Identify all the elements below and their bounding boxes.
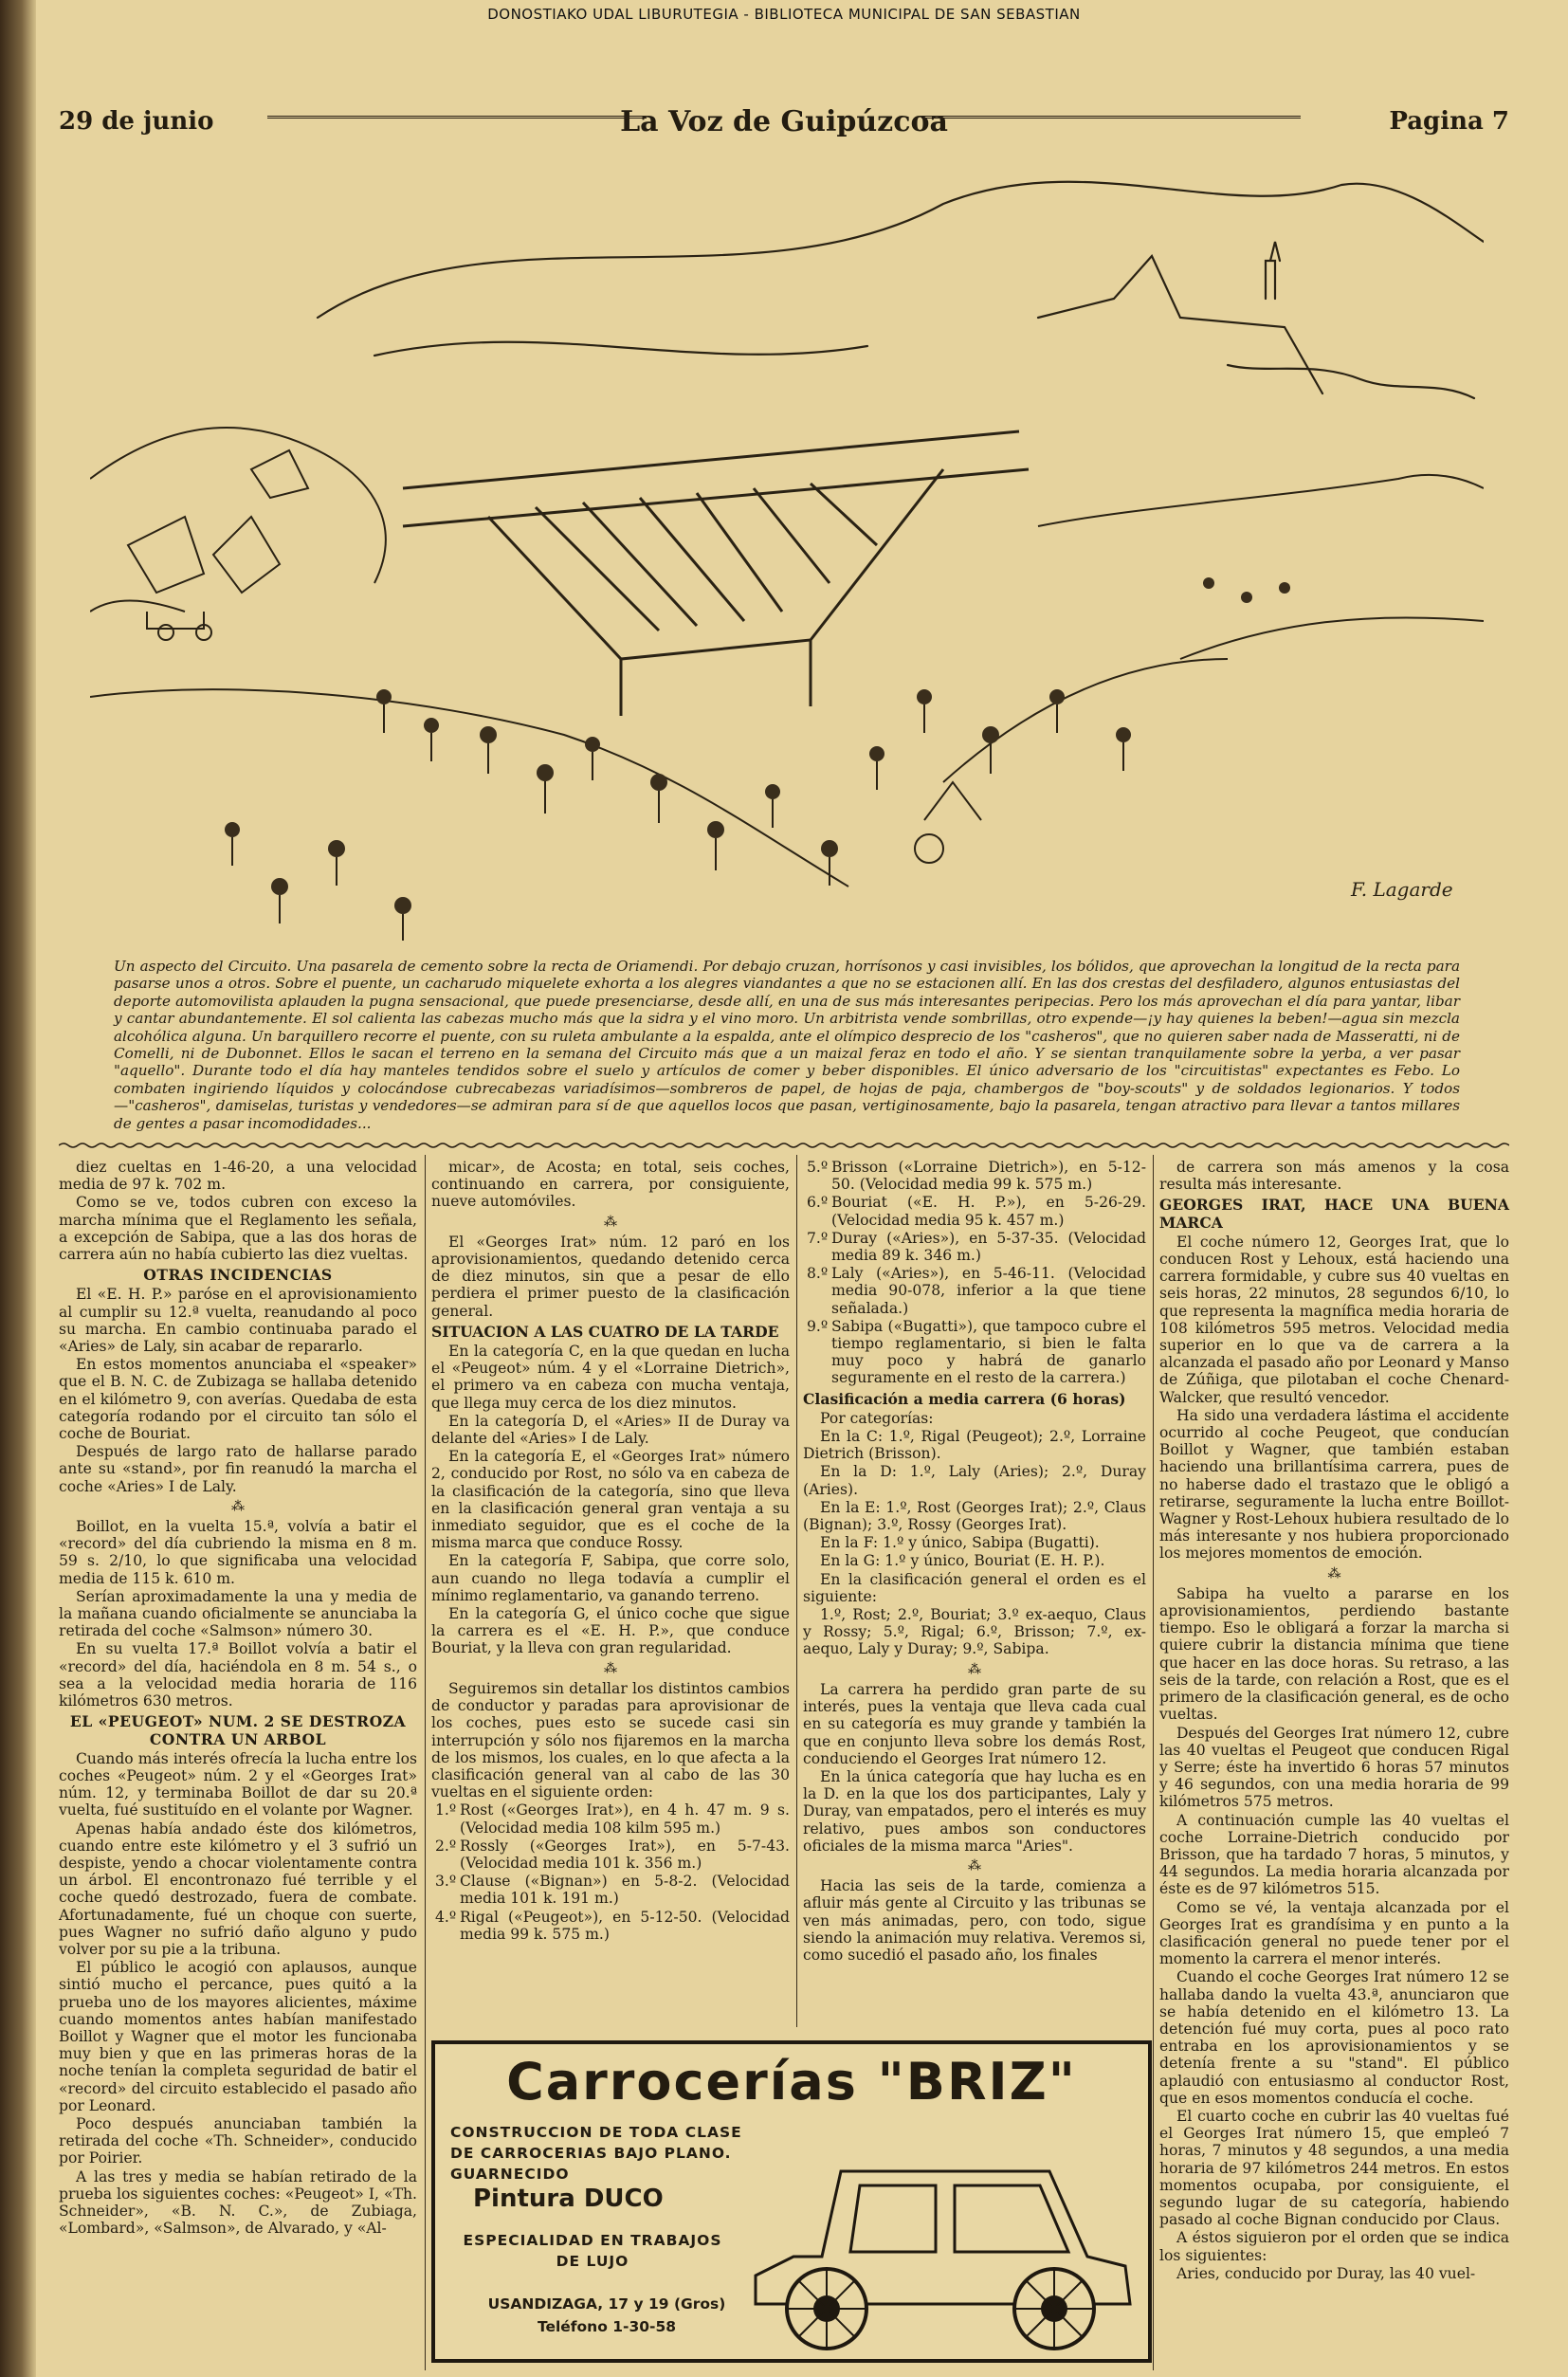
- article-paragraph: En la única categoría que hay lucha es en la D. en la que los dos participantes, Laly y Duray, van empatados, pero el interés es muy relativo, pues ambos son conductores oficiales de la misma marca "Aries".: [803, 1767, 1146, 1855]
- article-paragraph: micar», de Acosta; en total, seis coches, continuando en carrera, por consiguiente, nueve automóviles.: [431, 1159, 790, 1211]
- article-paragraph: En la categoría C, en la que quedan en lucha el «Peugeot» núm. 4 y el «Lorraine Dietrich», el primero va en cabeza con mucha ventaja, que llega muy cerca de los diez minutos.: [431, 1343, 790, 1412]
- masthead-rule-left: [267, 116, 647, 119]
- asterism-separator: ⁂: [968, 1661, 981, 1677]
- article-paragraph: En la clasificación general el orden es el siguiente:: [803, 1570, 1146, 1605]
- entry-rank: 3.º: [435, 1873, 457, 1891]
- ad-address: USANDIZAGA, 17 y 19 (Gros): [487, 2295, 726, 2313]
- article-paragraph: Después del Georges Irat número 12, cubre las 40 vueltas el Peugeot que conducen Rigal y Serre; éste ha invertido 6 horas 57 minutos y 46 segundos, con una media horaria de 99 kilómetros 575 metros.: [1159, 1724, 1509, 1811]
- article-paragraph: Poco después anunciaban también la retirada del coche «Th. Schneider», conducido por Poirier.: [59, 2114, 417, 2167]
- article-paragraph: A las tres y media se habían retirado de la prueba los siguientes coches: «Peugeot» I, «Th. Schneider», «B. N. C.», de Zubiaga, «Lombard», «Salmson», de Alvarado, y «Al-: [59, 2167, 417, 2238]
- column-rule-2: [796, 1155, 797, 2027]
- entry-text: Laly («Aries»), en 5-46-11. (Velocidad media 90-078, inferior a la que tiene señalada.): [831, 1265, 1146, 1317]
- column-rule-3: [1153, 1155, 1154, 2370]
- entry-text: Clause («Bignan») en 5-8-2. (Velocidad media 101 k. 191 m.): [460, 1873, 790, 1908]
- entry-text: Bouriat («E. H. P.»), en 5-26-29. (Velocidad media 95 k. 457 m.): [831, 1194, 1146, 1229]
- article-paragraph: Cuando más interés ofrecía la lucha entre los coches «Peugeot» núm. 2 y el «Georges Irat» núm. 12, y terminaba Boillot de dar su 20.ª vuelta, fué sustituído en el volante por Wagner.: [59, 1749, 417, 1819]
- article-paragraph: El coche número 12, Georges Irat, que lo conducen Rost y Lehoux, está haciendo una carrera formidable, y cubre sus 40 vueltas en seis horas, 22 minutos, 28 segundos 6/10, lo que representa la magnífica media horaria de 108 kilómetros 595 metros. Velocidad media superior en lo que va de carrera a la alcanzada el pasado año por Leonard y Manso de Zúñiga, que pilotaban el coche Chenard-Walcker, que resultó vencedor.: [1159, 1233, 1509, 1406]
- classification-entry: [803, 1265, 1146, 1317]
- ad-phone: Teléfono 1-30-58: [537, 2318, 677, 2335]
- article-paragraph: En estos momentos anunciaba el «speaker» que el B. N. C. de Zubizaga se hallaba detenido en el kilómetro 9, con averías. Quedaba de esta categoría rodando por el circuito tan sólo el coche de Bouriat.: [59, 1356, 417, 1443]
- article-paragraph: En la F: 1.º y único, Sabipa (Bugatti).: [820, 1534, 1100, 1552]
- article-paragraph: A continuación cumple las 40 vueltas el coche Lorraine-Dietrich conducido por Brisson, que ha tardado 7 horas, 5 minutos, y 44 segundos. La media horaria alcanzada por éste es de 97 kilómetros 515.: [1159, 1811, 1509, 1898]
- article-paragraph: A éstos siguieron por el orden que se indica los siguientes:: [1159, 2229, 1509, 2264]
- classification-entry: [431, 1801, 790, 1836]
- article-paragraph: 1.º, Rost; 2.º, Bouriat; 3.º ex-aequo, Claus y Rossy; 5.º, Rigal; 6.º, Brisson; 7.º, ex-aequo, Laly y Duray; 9.º, Sabipa.: [803, 1606, 1146, 1658]
- article-paragraph: Por categorías:: [820, 1409, 934, 1427]
- article-paragraph: En la E: 1.º, Rost (Georges Irat); 2.º, Claus (Bignan); 3.º, Rossy (Georges Irat).: [803, 1498, 1146, 1534]
- ad-construction-line: CONSTRUCCION DE TODA CLASE DE CARROCERIAS BAJO PLANO. GUARNECIDO: [450, 2124, 742, 2183]
- article-paragraph: El cuarto coche en cubrir las 40 vueltas fué el Georges Irat número 15, que empleó 7 horas, 7 minutos y 48 segundos, a una media horaria de 97 kilómetros 244 metros. En estos momentos ocupaba, por consiguiente, el segundo lugar de su categoría, habiendo pasado al coche Bignan conducido por Claus.: [1159, 2107, 1509, 2229]
- article-column-1: [59, 1159, 417, 2238]
- entry-rank: 7.º: [807, 1229, 829, 1247]
- entry-rank: 9.º: [807, 1317, 829, 1335]
- section-heading: Clasificación a media carrera (6 horas): [803, 1389, 1126, 1408]
- car-icon: [737, 2114, 1144, 2361]
- article-paragraph: En la categoría E, el «Georges Irat» número 2, conducido por Rost, no sólo va en cabeza de la clasificación de la categoría, sino que lleva en la clasificación general gran ventaja a su inmediato seguidor, que es el coche de la misma marca que conduce Rossy.: [431, 1448, 790, 1552]
- article-paragraph: El público le acogió con aplausos, aunque sintió mucho el percance, pues quitó a la prueba uno de los mayores alicientes, máxime cuando momentos antes habían manifestado Boillot y Wagner que el motor les funcionaba muy bien y que en las primeras horas de la noche tenían la completa seguridad de batir el «record» del circuito establecido el pasado año por Leonard.: [59, 1959, 417, 2114]
- masthead-title: La Voz de Guipúzcoa: [620, 104, 948, 138]
- entry-rank: 8.º: [807, 1265, 829, 1283]
- entry-text: Duray («Aries»), en 5-37-35. (Velocidad media 89 k. 346 m.): [831, 1229, 1146, 1265]
- masthead-rule-right: [921, 116, 1301, 119]
- entry-rank: 1.º: [435, 1801, 457, 1819]
- ad-specialty-line: ESPECIALIDAD EN TRABAJOS DE LUJO: [463, 2232, 722, 2270]
- article-paragraph: Serían aproximadamente la una y media de la mañana cuando oficialmente se anunciaba la retirada del coche «Salmson» número 30.: [59, 1587, 417, 1640]
- article-paragraph: El «Georges Irat» núm. 12 paró en los aprovisionamientos, quedando detenido cerca de diez minutos, sin que a pesar de ello perdiera el primer puesto de la clasificación general.: [431, 1233, 790, 1320]
- article-paragraph: La carrera ha perdido gran parte de su interés, pues la ventaja que lleva cada cual en su categoría es muy grande y también la que en conjunto lleva sobre los demás Rost, conduciendo el Georges Irat número 12.: [803, 1680, 1146, 1767]
- illustration-signature: F. Lagarde: [1351, 878, 1453, 901]
- article-paragraph: Sabipa ha vuelto a pararse en los aprovisionamientos, perdiendo bastante tiempo. Eso le obligará a forzar la marcha si quiere cubrir la distancia mínima que tiene que hacer en las doce horas. Su retraso, a las seis de la tarde, con relación a Rost, que es el primero de la clasificación general, es de ocho vueltas.: [1159, 1584, 1509, 1724]
- article-paragraph: En la C: 1.º, Rigal (Peugeot); 2.º, Lorraine Dietrich (Brisson).: [803, 1428, 1146, 1463]
- entry-rank: 5.º: [807, 1159, 829, 1176]
- article-column-2: [431, 1159, 790, 1944]
- classification-entry: [803, 1230, 1146, 1264]
- article-paragraph: En su vuelta 17.ª Boillot volvía a batir el «record» del día, haciéndola en 8 m. 54 s., o sea a la velocidad media horaria de 116 kilómetros 630 metros.: [59, 1640, 417, 1710]
- article-paragraph: de carrera son más amenos y la cosa resulta más interesante.: [1159, 1159, 1509, 1194]
- ad-brand-title: Carrocerías "BRIZ": [506, 2052, 1077, 2112]
- column-rule-1: [425, 1155, 426, 2370]
- article-paragraph: Como se ve, todos cubren con exceso la marcha mínima que el Reglamento les señala, a excepción de Sabipa, que a las dos horas de carrera aún no había cubierto las diez vueltas.: [59, 1194, 417, 1264]
- article-paragraph: Boillot, en la vuelta 15.ª, volvía a batir el «record» del día cubriendo la misma en 8 m. 59 s. 2/10, lo que significaba una velocidad media de 115 k. 610 m.: [59, 1518, 417, 1587]
- book-binding-edge: [0, 0, 36, 2377]
- asterism-separator: ⁂: [968, 1857, 981, 1874]
- article-column-3: [803, 1159, 1146, 1965]
- entry-text: Rossly («Georges Irat»), en 5-7-43. (Velocidad media 101 k. 356 m.): [460, 1837, 790, 1872]
- entry-rank: 6.º: [807, 1194, 829, 1212]
- circuit-illustration: [90, 166, 1484, 948]
- entry-text: Rost («Georges Irat»), en 4 h. 47 m. 9 s. (Velocidad media 108 kilm 595 m.): [460, 1801, 790, 1837]
- classification-entry: [803, 1318, 1146, 1387]
- asterism-separator: ⁂: [231, 1498, 245, 1514]
- article-paragraph: diez cueltas en 1-46-20, a una velocidad media de 97 k. 702 m.: [59, 1159, 417, 1194]
- classification-entry: [431, 1838, 790, 1872]
- classification-entry: [803, 1159, 1146, 1193]
- archive-header: DONOSTIAKO UDAL LIBURUTEGIA - BIBLIOTECA MUNICIPAL DE SAN SEBASTIAN: [487, 6, 1081, 23]
- masthead-date: 29 de junio: [59, 107, 214, 136]
- article-paragraph: Después de largo rato de hallarse parado ante su «stand», por fin reanudó la marcha el coche «Aries» I de Laly.: [59, 1443, 417, 1495]
- section-heading: GEORGES IRAT, HACE UNA BUENA MARCA: [1159, 1196, 1509, 1232]
- masthead-page-number: Pagina 7: [1389, 107, 1509, 136]
- article-paragraph: En la G: 1.º y único, Bouriat (E. H. P.).: [820, 1552, 1105, 1570]
- classification-entry: [431, 1873, 790, 1907]
- asterism-separator: ⁂: [604, 1660, 617, 1676]
- section-heading: EL «PEUGEOT» NUM. 2 SE DESTROZA CONTRA UN ARBOL: [69, 1712, 407, 1748]
- article-column-4: [1159, 1159, 1509, 2283]
- article-paragraph: Hacia las seis de la tarde, comienza a afluir más gente al Circuito y las tribunas se ven más animadas, pero, con todo, sigue siendo la animación muy relativa. Veremos si, como sucedió el pasado año, los finales: [803, 1877, 1147, 1964]
- masthead: [59, 102, 1509, 140]
- article-paragraph: Aries, conducido por Duray, las 40 vuel-: [1176, 2264, 1476, 2282]
- article-paragraph: Ha sido una verdadera lástima el accidente ocurrido al coche Peugeot, que conducían Boillot y Wagner, que también estaban haciendo una brillantísima carrera, pues de no haberse dado el trastazo que le obligó a retirarse, seguramente la lucha entre Boillot-Wagner y Rost-Lehoux hubiera resultado de lo más interesante y nos hubiera proporcionado los mejores momentos de emoción.: [1159, 1406, 1509, 1563]
- entry-rank: 4.º: [435, 1908, 457, 1926]
- article-paragraph: Como se vé, la ventaja alcanzada por el Georges Irat es grandísima y en punto a la clasificación general no puede tener por el momento la carrera el menor interés.: [1159, 1898, 1509, 1968]
- article-paragraph: Cuando el coche Georges Irat número 12 se hallaba dando la vuelta 43.ª, anunciaron que se había detenido en el kilómetro 13. La detención fué muy corta, pues al poco rato entraba en los aprovisionamientos y se detenía frente a su "stand". El público aplaudió con entusiasmo al conductor Rost, que en esos momentos conducía el coche.: [1159, 1968, 1509, 2107]
- entry-text: Sabipa («Bugatti»), que tampoco cubre el tiempo reglamentario, si bien le falta muy poco y habrá de ganarlo seguramente en el resto de la carrera.): [831, 1317, 1146, 1387]
- asterism-separator: ⁂: [604, 1214, 617, 1230]
- section-heading: OTRAS INCIDENCIAS: [143, 1266, 333, 1285]
- ad-address-block: [450, 2293, 763, 2338]
- article-paragraph: Seguiremos sin detallar los distintos cambios de conductor y paradas para aprovisionar de los coches, pues esto se sucede casi sin interrupción y sólo nos fijaremos en la marcha de los mismos, los cuales, en lo que afecta a la clasificación general van al cabo de las 30 vueltas en el siguiente orden:: [431, 1679, 790, 1801]
- entry-text: Rigal («Peugeot»), en 5-12-50. (Velocidad media 99 k. 575 m.): [460, 1908, 790, 1943]
- article-paragraph: En la categoría F, Sabipa, que corre solo, aun cuando no llega todavía a cumplir el mínimo reglamentario, va ganando terreno.: [431, 1552, 790, 1604]
- illustration-caption: Un aspecto del Circuito. Una pasarela de cemento sobre la recta de Oriamendi. Por debajo cruzan, horrísonos y casi invisibles, los bólidos, que aprovechan la longitud de la recta para pasarse unos a otros. Sobre el puente, un cacharudo miquelete exhorta a los alegres viandantes a que no se estacionen allí. En las dos crestas del desfiladero, algunos entusiastas del deporte automovilista aplauden la pugna sensacional, que puede presenciarse, desde allí, en una de sus más interesantes peripecias. Pero los más aprovechan el día para yantar, libar y cantar abundantemente. El sol calienta las cabezas mucho más que la sidra y el vino moro. Un arbitrista vende sombrillas, otro expende—¡y hay quienes la beben!—agua sin mezcla alcohólica alguna. Un barquillero recorre el puente, con su ruleta ambulante a la espalda, ante el olímpico desprecio de los "casheros", que no quieren saber nada de Masseratti, ni de Comelli, ni de Dubonnet. Ellos le sacan el terreno en la semana del Circuito más que a un maizal feraz en todo el año. Y se sientan tranquilamente sobre la yerba, a ver pasar "aquello". Durante todo el día hay manteles tendidos sobre el suelo y artículos de comer y beber disponibles. El único adversario de los "circuitistas" expectantes es Febo. Lo combaten ingiriendo líquidos y colocándose cubrecabezas variadísimos—sombreros de papel, de hojas de paja, chambergos de "boy-scouts" y de soldados legionarios. Y todos —"casheros", damiselas, turistas y vendedores—se admiran para sí de que aquellos locos que pasan, vertiginosamente, bajo la pasarela, tengan atractivo para llevar a tantos millares de gentes a pasar incomodidades...: [114, 958, 1460, 1132]
- article-paragraph: En la D: 1.º, Laly (Aries); 2.º, Duray (Aries).: [803, 1463, 1146, 1498]
- article-paragraph: En la categoría G, el único coche que sigue la carrera es el «E. H. P.», que conduce Bouriat, y la lleva con gran regularidad.: [431, 1605, 790, 1657]
- asterism-separator: ⁂: [1327, 1565, 1341, 1582]
- section-heading: SITUACION A LAS CUATRO DE LA TARDE: [431, 1322, 779, 1341]
- briz-advertisement: [431, 2040, 1152, 2363]
- ad-paint-line: Pintura DUCO: [473, 2185, 664, 2213]
- article-paragraph: En la categoría D, el «Aries» II de Duray va delante del «Aries» I de Laly.: [431, 1412, 790, 1448]
- article-paragraph: El «E. H. P.» paróse en el aprovisionamiento al cumplir su 12.ª vuelta, reanudando al poco su marcha. En cambio continuaba parado el «Aries» de Laly, sin acabar de repararlo.: [59, 1286, 417, 1356]
- article-paragraph: Apenas había andado éste dos kilómetros, cuando entre este kilómetro y el 3 sufrió un despiste, yendo a chocar violentamente contra un árbol. El encontronazo fué terrible y el coche quedó destrozado, fuera de combate. Afortunadamente, fué un choque con suerte, pues Wagner no sufrió daño alguno y pudo volver por su pie a la tribuna.: [59, 1819, 417, 1958]
- entry-text: Brisson («Lorraine Dietrich»), en 5-12-50. (Velocidad media 99 k. 575 m.): [831, 1159, 1146, 1194]
- classification-entry: [803, 1194, 1146, 1228]
- classification-entry: [431, 1909, 790, 1943]
- section-divider: [59, 1142, 1509, 1149]
- entry-rank: 2.º: [435, 1837, 457, 1855]
